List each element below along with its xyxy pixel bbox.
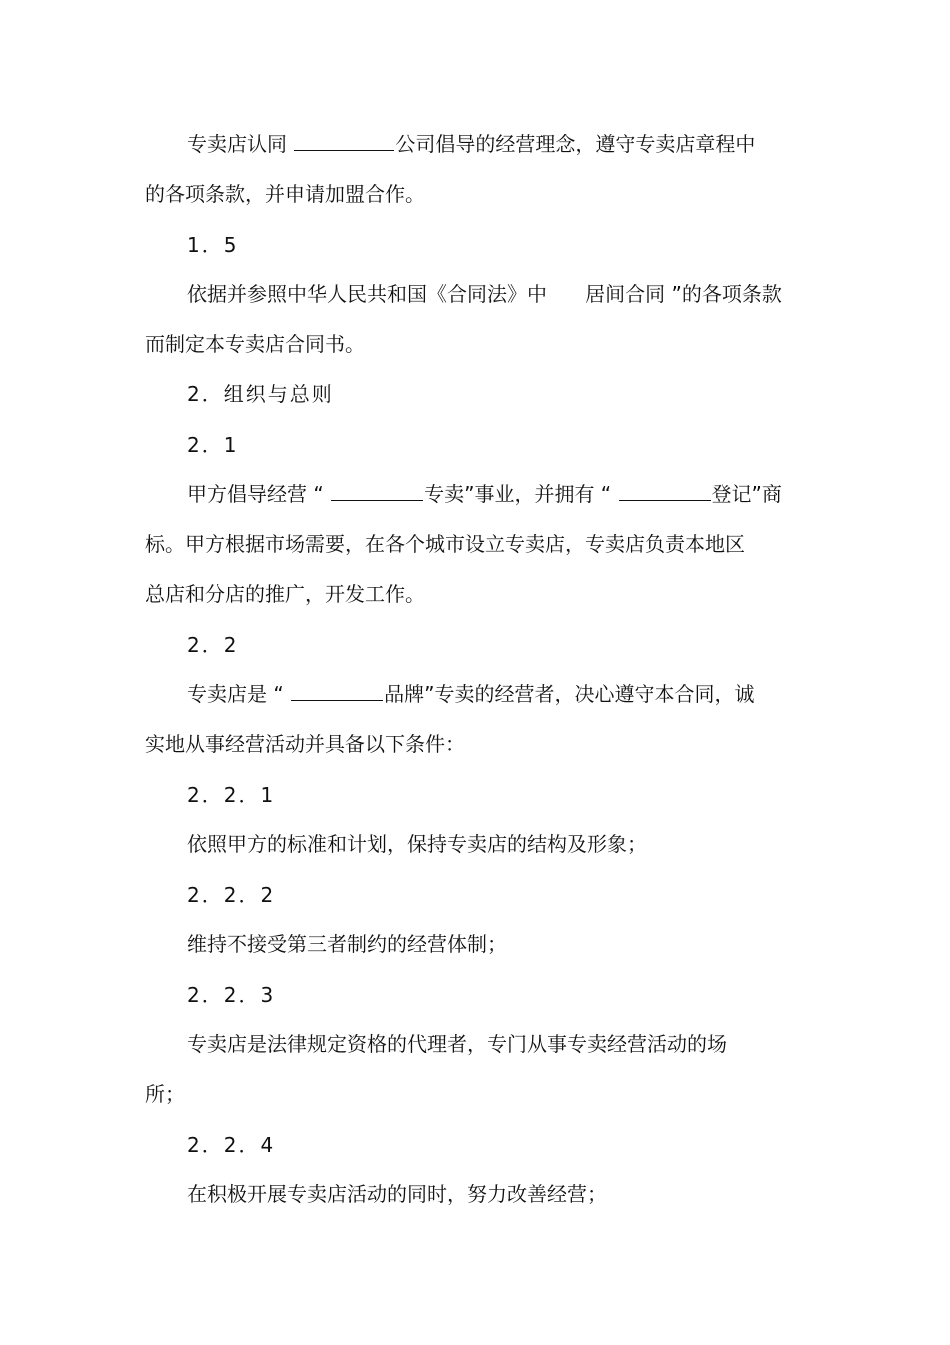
paragraph-line: 依据并参照中华人民共和国《合同法》中 居间合同 ”的各项条款 [187,282,782,306]
section-heading: 2．组织与总则 [187,382,334,406]
paragraph-line: 实地从事经营活动并具备以下条件： [145,732,465,756]
paragraph-line: 依照甲方的标准和计划，保持专卖店的结构及形象； [187,832,647,856]
section-number: 2．2 [187,633,239,657]
paragraph-line: 专卖店认同 公司倡导的经营理念，遵守专卖店章程中 [187,132,756,156]
paragraph-line: 而制定本专卖店合同书。 [145,332,365,356]
paragraph-line: 所； [145,1082,185,1106]
paragraph-line: 的各项条款，并申请加盟合作。 [145,182,425,206]
fill-in-blank [331,480,423,501]
paragraph-line: 甲方倡导经营 “ 专卖”事业，并拥有 “ 登记”商 [187,482,782,506]
paragraph-line: 专卖店是 “ 品牌”专卖的经营者，决心遵守本合同，诚 [187,682,755,706]
paragraph-line: 专卖店是法律规定资格的代理者，专门从事专卖经营活动的场 [187,1032,727,1056]
fill-in-blank [291,680,383,701]
section-number: 2．1 [187,433,239,457]
paragraph-line: 维持不接受第三者制约的经营体制； [187,932,507,956]
section-number: 2．2．2 [187,883,276,907]
paragraph-line: 总店和分店的推广，开发工作。 [145,582,425,606]
fill-in-blank [294,130,394,151]
section-number: 1．5 [187,233,239,257]
section-number: 2．2．4 [187,1133,276,1157]
paragraph-line: 在积极开展专卖店活动的同时，努力改善经营； [187,1182,607,1206]
paragraph-line: 标。甲方根据市场需要，在各个城市设立专卖店，专卖店负责本地区 [145,532,745,556]
section-number: 2．2．3 [187,983,276,1007]
fill-in-blank [619,480,711,501]
section-number: 2．2．1 [187,783,276,807]
